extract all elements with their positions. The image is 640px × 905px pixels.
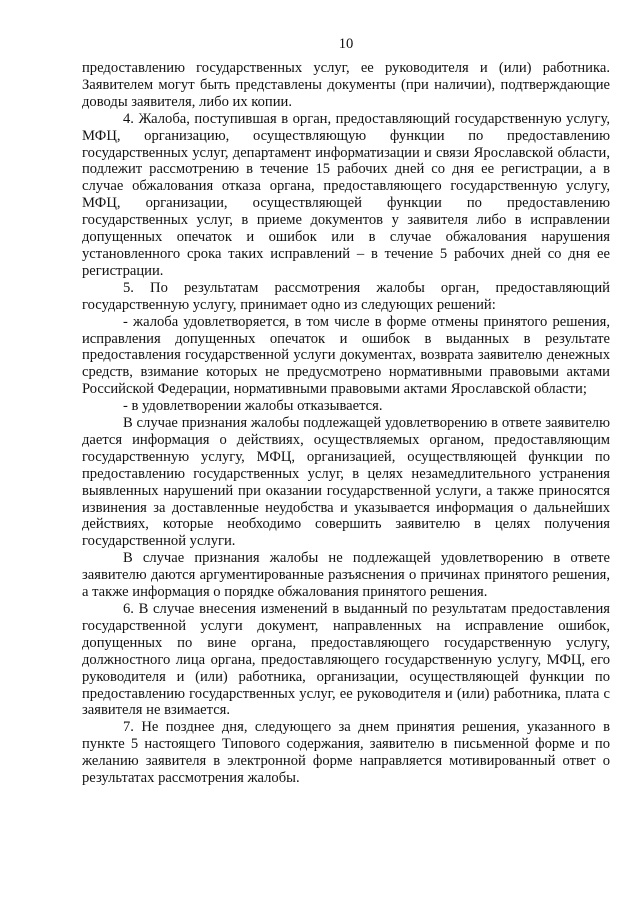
page-number: 10	[338, 36, 354, 52]
list-item-complaint-satisfied: - жалоба удовлетворяется, в том числе в форме отмены принятого решения, исправления допущенных опечаток и ошибок в выданных в результате предоставления государственной услуги документах, возврата заявителю денежных средств, взимание которых не предусмотрено нормативными правовыми актами Российской Федерации, нормативными правовыми актами Ярославской области;	[82, 313, 610, 398]
paragraph-satisfaction-case: В случае признания жалобы подлежащей удовлетворению в ответе заявителю дается информация о действиях, осуществляемых органом, предоставляющим государственную услугу, МФЦ, организацией, осуществляющей функции по предоставлению государственных услуг, в целях незамедлительного устранения выявленных нарушений при оказании государственной услуги, а также приносятся извинения за доставленные неудобства и указывается информация о дальнейших действиях, которые необходимо совершить заявителю в целях получения государственной услуги.	[82, 415, 610, 550]
paragraph-continuation: предоставлению государственных услуг, ее руководителя и (или) работника. Заявителем могут быть представлены документы (при наличии), подтверждающие доводы заявителя, либо их копии.	[82, 60, 610, 110]
paragraph-5: 5. По результатам рассмотрения жалобы орган, предоставляющий государственную услугу, принимает одно из следующих решений:	[82, 279, 610, 313]
list-item-complaint-rejected: - в удовлетворении жалобы отказывается.	[123, 398, 383, 415]
paragraph-4: 4. Жалоба, поступившая в орган, предоставляющий государственную услугу, МФЦ, организацию, осуществляющую функции по предоставлению государственных услуг, департамент информатизации и связи Ярославской области, подлежит рассмотрению в течение 15 рабочих дней со дня ее регистрации, а в случае обжалования отказа органа, предоставляющего государственную услугу, МФЦ, организации, осуществляющей функции по предоставлению государственных услуг, в приеме документов у заявителя либо в исправлении допущенных опечаток и ошибок или в случае обжалования нарушения установленного срока таких исправлений – в течение 5 рабочих дней со дня ее регистрации.	[82, 110, 610, 279]
paragraph-6: 6. В случае внесения изменений в выданный по результатам предоставления государственной услуги документ, направленных на исправление ошибок, допущенных по вине органа, предоставляющего государственную услугу, должностного лица органа, предоставляющего государственную услугу, МФЦ, его руководителя и (или) работника, организации, осуществляющей функции по предоставлению государственных услуг, ее руководителя и (или) работника, плата с заявителя не взимается.	[82, 601, 610, 719]
document-body	[82, 60, 610, 787]
paragraph-rejection-case: В случае признания жалобы не подлежащей удовлетворению в ответе заявителю даются аргументированные разъяснения о причинах принятого решения, а также информация о порядке обжалования принятого решения.	[82, 550, 610, 601]
paragraph-7: 7. Не позднее дня, следующего за днем принятия решения, указанного в пункте 5 настоящего Типового содержания, заявителю в письменной форме и по желанию заявителя в электронной форме направляется мотивированный ответ о результатах рассмотрения жалобы.	[82, 719, 610, 787]
